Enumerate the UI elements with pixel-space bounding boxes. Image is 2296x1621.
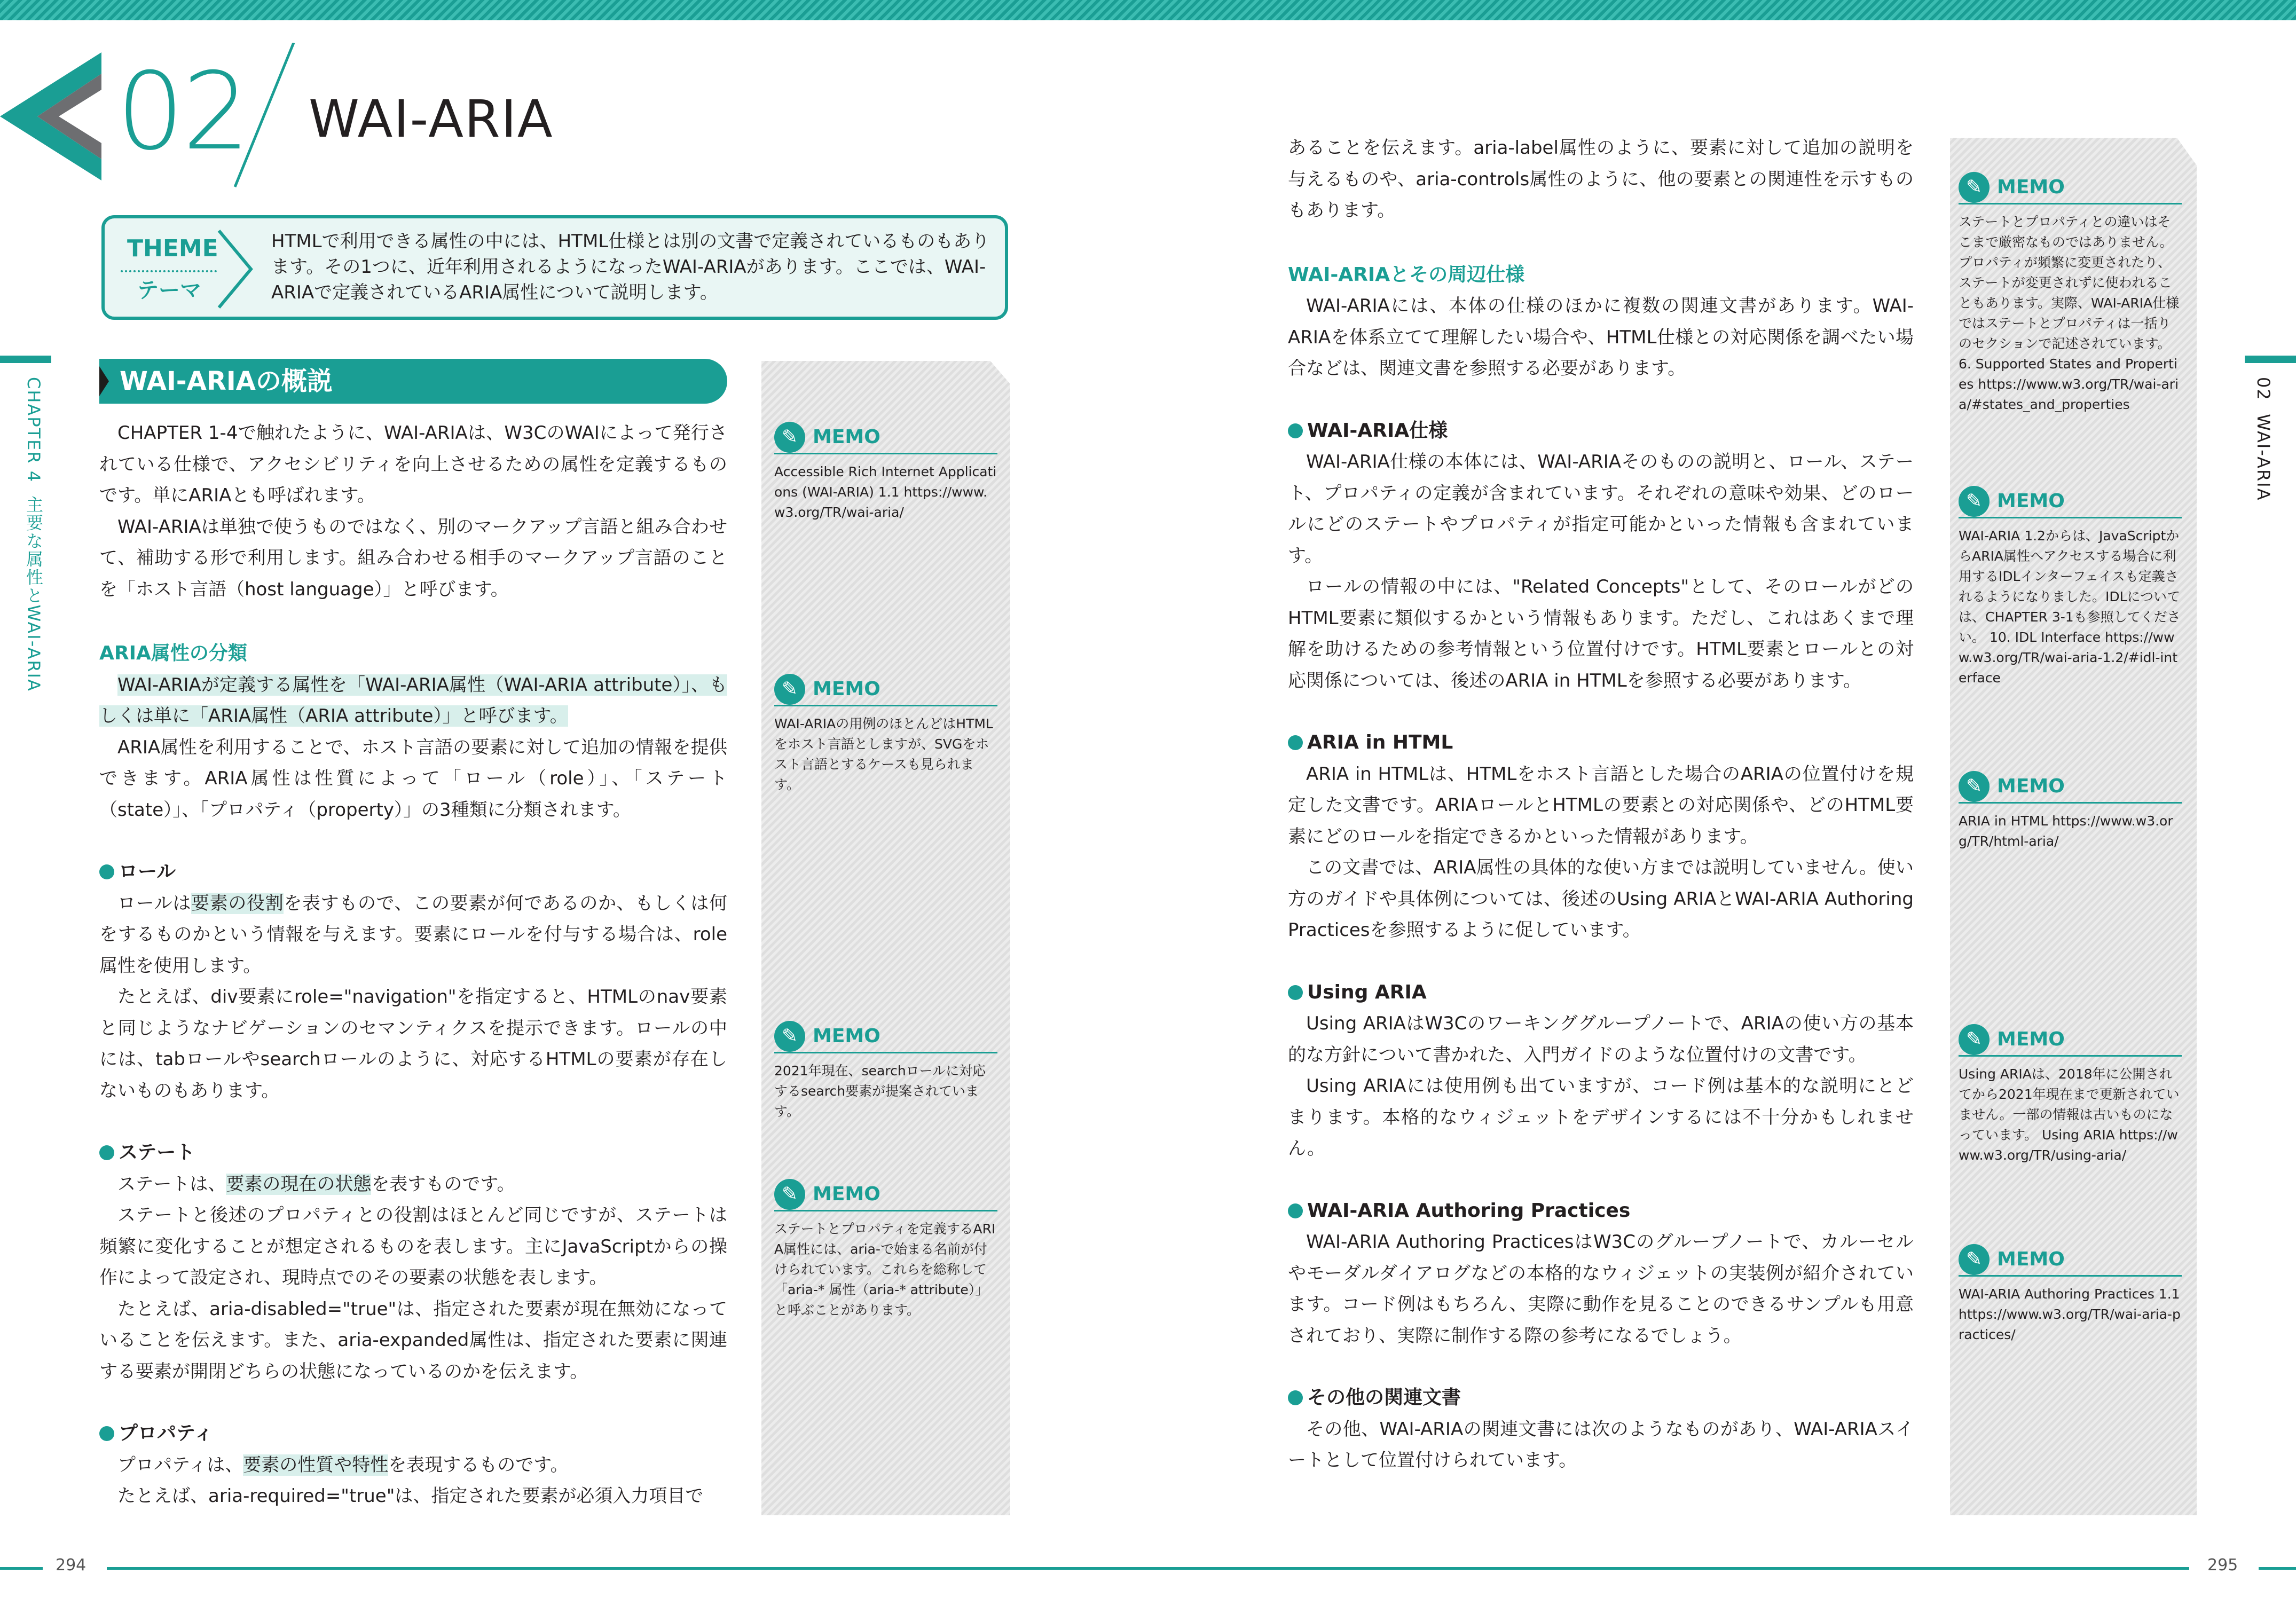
bullet-icon [99, 1426, 114, 1441]
related-paragraph: WAI-ARIAには、本体の仕様のほかに複数の関連文書があります。WAI-ARIAを体系立てて理解したい場合や、HTML仕様との対応関係を調べたい場合などは、関連文書を参照する必要があります。 [1288, 295, 1914, 379]
footer-rule-right [1148, 1567, 2189, 1570]
memo-heading: ✎ MEMO [774, 422, 997, 454]
memo-heading: ✎ MEMO [774, 1179, 997, 1211]
using-aria-heading: Using ARIA [1288, 977, 1914, 1009]
section-tab-label [2253, 377, 2274, 501]
memo-heading: ✎ MEMO [1959, 1244, 2182, 1277]
pencil-icon: ✎ [774, 1179, 805, 1210]
other-docs-heading: その他の関連文書 [1288, 1382, 1914, 1414]
state-paragraph: ステートは、要素の現在の状態を表すものです。 [117, 1173, 515, 1195]
chapter-number: 02 [116, 50, 248, 174]
memo-box [1959, 1024, 2182, 1166]
classification-text: ARIA属性を利用することで、ホスト言語の要素に対して追加の情報を提供できます。ARIA属性は性質によって「ロール（role）」、「ステート（state）」、「プロパティ（property）」の3種類に分類されます。 [99, 736, 727, 821]
chapter-tab-label [21, 377, 46, 692]
chapter-chevron-icon [0, 52, 107, 180]
memo-box [1959, 172, 2182, 415]
chapter-tab-chapter: CHAPTER 4 [23, 377, 44, 483]
memo-box [774, 1021, 997, 1122]
section-tab-marker [2245, 356, 2296, 363]
theme-divider [121, 270, 217, 272]
theme-text: HTMLで利用できる属性の中には、HTML仕様とは別の文書で定義されているものもあります。その1つに、近年利用されるようになったWAI-ARIAがあります。ここでは、WAI-ARIAで定義されているARIA属性について説明します。 [271, 231, 990, 303]
bullet-icon [1288, 1203, 1303, 1218]
memo-heading: ✎ MEMO [774, 1021, 997, 1053]
bullet-icon [1288, 1390, 1303, 1405]
authoring-practices-paragraph: WAI-ARIA Authoring PracticesはW3Cのグループノートで、カルーセルやモーダルダイアログなどの本格的なウィジェットの実装例が紹介されています。コード例はもちろん、実際に動作を見ることのできるサンプルも用意されており、実際に制作する際の参考になるでしょう。 [1288, 1231, 1914, 1347]
related-heading: WAI-ARIAとその周辺仕様 [1288, 263, 1525, 286]
authoring-practices-heading: WAI-ARIA Authoring Practices [1288, 1195, 1914, 1227]
property-heading: プロパティ [99, 1418, 727, 1450]
memo-box [774, 674, 997, 795]
property-paragraph: プロパティは、要素の性質や特性を表現するものです。 [117, 1454, 569, 1476]
using-aria-paragraph-1: Using ARIAはW3Cのワーキンググループノートで、ARIAの使い方の基本的な方針について書かれた、入門ガイドのような位置付けの文書です。 [1288, 1013, 1914, 1066]
state-highlight: 要素の現在の状態 [226, 1173, 372, 1195]
state-paragraph-3: たとえば、aria-disabled="true"は、指定された要素が現在無効になっていることを伝えます。また、aria-expanded属性は、指定された要素に関連する要素が開閉どちらの状態になっているのかを伝えます。 [99, 1298, 727, 1382]
memo-text: Accessible Rich Internet Applications (WAI-ARIA) 1.1 https://www.w3.org/TR/wai-aria/ [774, 464, 997, 520]
section-tab-title: WAI-ARIA [2253, 414, 2274, 501]
memo-heading: ✎ MEMO [1959, 486, 2182, 518]
memo-heading: ✎ MEMO [774, 674, 997, 706]
memo-text: ステートとプロパティを定義するARIA属性には、aria-で始まる名前が付けられています。これらを総称して「aria-* 属性（aria-* attribute）」と呼ぶことがあります。 [774, 1221, 996, 1318]
theme-label-en: THEME [127, 235, 218, 262]
continuation-paragraph: あることを伝えます。aria-label属性のように、要素に対して追加の説明を与えるものや、aria-controls属性のように、他の要素との関連性を示すものもあります。 [1288, 137, 1914, 221]
using-aria-paragraph-2: Using ARIAには使用例も出ていますが、コード例は基本的な説明にとどまります。本格的なウィジェットをデザインするには不十分かもしれません。 [1288, 1075, 1914, 1159]
left-column [99, 418, 727, 1512]
memo-text: WAI-ARIAの用例のほとんどはHTMLをホスト言語としますが、SVGをホスト言語とするケースも見られます。 [774, 716, 993, 792]
chapter-tab-title: 主要な属性とWAI-ARIA [23, 495, 44, 692]
top-decorative-band [0, 0, 2296, 20]
memo-box [1959, 486, 2182, 688]
memo-box [774, 422, 997, 523]
bullet-icon [99, 1145, 114, 1160]
pencil-icon: ✎ [1959, 1024, 1990, 1055]
memo-box [1959, 771, 2182, 852]
memo-text: Using ARIAは、2018年に公開されてから2021年現在まで更新されていません。一部の情報は古いものになっています。 Using ARIA https://www.w3.org/TR/using-aria/ [1959, 1066, 2180, 1163]
role-paragraph: ロールは要素の役割を表すもので、この要素が何であるのか、もしくは何をするものかという情報を与えます。要素にロールを付与する場合は、role属性を使用します。 [99, 892, 728, 977]
aria-in-html-paragraph-1: ARIA in HTMLは、HTMLをホスト言語とした場合のARIAの位置付けを規定した文書です。ARIAロールとHTMLの要素との対応関係や、どのHTML要素にどのロールを指定できるかといった情報があります。 [1288, 763, 1914, 847]
spec-paragraph-2: ロールの情報の中には、"Related Concepts"として、そのロールがどのHTML要素に類似するかという情報もあります。ただし、これはあくまで理解を助けるための参考情報という位置付けです。HTML要素とロールとの対応関係については、後述のARIA in HTMLを参照する必要があります。 [1288, 576, 1914, 691]
memo-text: WAI-ARIA Authoring Practices 1.1 https://www.w3.org/TR/wai-aria-practices/ [1959, 1286, 2181, 1342]
state-paragraph-2: ステートと後述のプロパティとの役割はほとんど同じですが、ステートは頻繁に変化することが想定されるものを表します。主にJavaScriptからの操作によって設定され、現時点でのその要素の状態を表します。 [99, 1205, 727, 1288]
classification-highlight: WAI-ARIAが定義する属性を「WAI-ARIA属性（WAI-ARIA attribute）」、もしくは単に「ARIA属性（ARIA attribute）」と呼びます。 [99, 674, 727, 727]
bullet-icon [1288, 423, 1303, 438]
page-number-right: 295 [2207, 1556, 2238, 1575]
theme-chevron-icon [214, 226, 256, 312]
bullet-icon [1288, 985, 1303, 1000]
pencil-icon: ✎ [1959, 1244, 1990, 1275]
pencil-icon: ✎ [774, 674, 805, 705]
memo-heading: ✎ MEMO [1959, 172, 2182, 204]
spec-heading: WAI-ARIA仕様 [1288, 415, 1914, 447]
pencil-icon: ✎ [1959, 771, 1990, 802]
right-column [1288, 132, 1914, 1476]
bullet-icon [1288, 735, 1303, 750]
section-heading: WAI-ARIAの概説 [99, 359, 727, 404]
bullet-icon [99, 864, 114, 879]
memo-heading: ✎ MEMO [1959, 771, 2182, 804]
aria-in-html-paragraph-2: この文書では、ARIA属性の具体的な使い方までは説明していません。使い方のガイドや具体例については、後述のUsing ARIAとWAI-ARIA Authoring Practicesを参照するように促しています。 [1288, 857, 1914, 941]
classification-heading: ARIA属性の分類 [99, 642, 247, 664]
theme-label-jp: テーマ [137, 278, 201, 303]
other-docs-paragraph: その他、WAI-ARIAの関連文書には次のようなものがあり、WAI-ARIAスイートとして位置付けられています。 [1288, 1418, 1914, 1471]
intro-paragraph-2: WAI-ARIAは単独で使うものではなく、別のマークアップ言語と組み合わせて、補助する形で利用します。組み合わせる相手のマークアップ言語のことを「ホスト言語（host language）」と呼びます。 [99, 516, 727, 600]
section-tab-number: 02 [2253, 377, 2274, 401]
memo-box [774, 1179, 997, 1320]
footer-rule-right-outer [2259, 1567, 2296, 1570]
page-title: WAI-ARIA [309, 89, 554, 149]
spec-paragraph-1: WAI-ARIA仕様の本体には、WAI-ARIAそのものの説明と、ロール、ステート、プロパティの定義が含まれています。それぞれの意味や効果、どのロールにどのステートやプロパティが指定可能かといった情報も含まれています。 [1288, 451, 1914, 566]
role-paragraph-2: たとえば、div要素にrole="navigation"を指定すると、HTMLのnav要素と同じようなナビゲーションのセマンティクスを提示できます。ロールの中には、tabロールやsearchロールのように、対応するHTMLの要素が存在しないものもあります。 [99, 986, 727, 1101]
pencil-icon: ✎ [1959, 486, 1990, 517]
memo-box [1959, 1244, 2182, 1345]
intro-paragraph-1: CHAPTER 1-4で触れたように、WAI-ARIAは、W3CのWAIによって発行されている仕様で、アクセシビリティを向上させるための属性を定義するものです。単にARIAとも呼ばれます。 [99, 422, 727, 506]
property-highlight: 要素の性質や特性 [243, 1454, 389, 1476]
page-number-left: 294 [56, 1556, 87, 1575]
memo-heading: ✎ MEMO [1959, 1024, 2182, 1057]
title-slash-decoration [224, 43, 304, 192]
pencil-icon: ✎ [1959, 172, 1990, 203]
chapter-tab-marker [0, 356, 51, 363]
memo-text: ARIA in HTML https://www.w3.org/TR/html-aria/ [1959, 813, 2173, 849]
property-paragraph-2: たとえば、aria-required="true"は、指定された要素が必須入力項目で [117, 1485, 704, 1507]
memo-text: ステートとプロパティとの違いはそこまで厳密なものではありません。プロパティが頻繁に変更されたり、ステートが変更されずに使われることもあります。実際、WAI-ARIA仕様ではステートとプロパティは一括りのセクションで記述されています。 6. Supported States and Properties https://www.w3.org/TR/wai-aria/#states_and_properties [1959, 214, 2180, 412]
footer-rule-left-outer [0, 1567, 43, 1570]
pencil-icon: ✎ [774, 1021, 805, 1052]
memo-text: 2021年現在、searchロールに対応するsearch要素が提案されています。 [774, 1063, 986, 1119]
role-heading: ロール [99, 856, 727, 888]
aria-in-html-heading: ARIA in HTML [1288, 727, 1914, 759]
role-highlight: 要素の役割 [191, 892, 284, 914]
footer-rule-left [107, 1567, 1148, 1570]
left-memo-sidebar [761, 361, 1010, 1515]
memo-text: WAI-ARIA 1.2からは、JavaScriptからARIA属性へアクセスする場合に利用するIDLインターフェイスも定義されるようになりました。IDLについては、CHAPTER 3-1も参照してください。 10. IDL Interface https://www.w3.org/TR/wai-aria-1.2/#idl-interface [1959, 528, 2181, 686]
state-heading: ステート [99, 1137, 727, 1169]
pencil-icon: ✎ [774, 422, 805, 453]
